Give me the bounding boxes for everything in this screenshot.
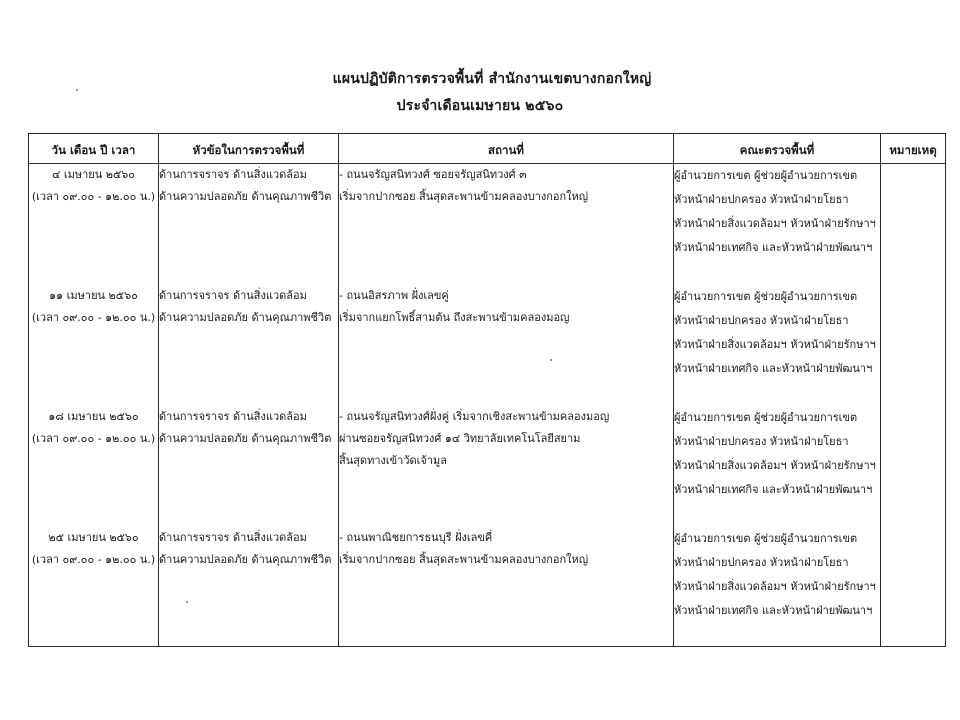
inspection-date: ๒๕ เมษายน ๒๕๖๐ bbox=[48, 530, 139, 544]
place-line: เริ่มจากปากซอย สิ้นสุดสะพานข้ามคลองบางกอกใหญ่ bbox=[339, 552, 589, 566]
topic-line: ด้านความปลอดภัย ด้านคุณภาพชีวิต bbox=[159, 431, 332, 445]
committee-line: หัวหน้าฝ่ายสิ่งแวดล้อมฯ หัวหน้าฝ่ายรักษาฯ bbox=[674, 337, 876, 351]
committee-line: หัวหน้าฝ่ายเทศกิจ และหัวหน้าฝ่ายพัฒนาฯ bbox=[674, 241, 873, 254]
place-line: สิ้นสุดทางเข้าวัดเจ้ามูล bbox=[339, 453, 448, 467]
header-remark: หมายเหตุ bbox=[881, 134, 946, 164]
inspection-time: (เวลา ๐๙.๐๐ - ๑๒.๐๐ น.) bbox=[31, 431, 156, 445]
inspection-date: ๑๘ เมษายน ๒๕๖๐ bbox=[48, 409, 139, 423]
inspection-plan-table bbox=[28, 133, 946, 647]
inspection-date: ๑๑ เมษายน ๒๕๖๐ bbox=[49, 288, 138, 302]
scan-speck bbox=[76, 89, 78, 91]
committee-line: หัวหน้าฝ่ายปกครอง หัวหน้าฝ่ายโยธา bbox=[674, 313, 849, 327]
header-place: สถานที่ bbox=[339, 134, 674, 164]
date-cell bbox=[29, 285, 159, 406]
table-row bbox=[29, 285, 946, 406]
committee-line: หัวหน้าฝ่ายปกครอง หัวหน้าฝ่ายโยธา bbox=[674, 555, 849, 569]
place-cell bbox=[339, 527, 674, 647]
topic-line: ด้านการจราจร ด้านสิ่งแวดล้อม bbox=[159, 409, 307, 423]
place-line: - ถนนจรัญสนิทวงศ์ ซอยจรัญสนิทวงศ์ ๓ bbox=[339, 168, 527, 181]
committee-line: หัวหน้าฝ่ายเทศกิจ และหัวหน้าฝ่ายพัฒนาฯ bbox=[674, 361, 873, 375]
table-row bbox=[29, 527, 946, 647]
header-date: วัน เดือน ปี เวลา bbox=[29, 134, 159, 164]
date-cell bbox=[29, 164, 159, 285]
committee-line: ผู้อำนวยการเขต ผู้ช่วยผู้อำนวยการเขต bbox=[674, 289, 858, 303]
topic-line: ด้านการจราจร ด้านสิ่งแวดล้อม bbox=[159, 288, 307, 302]
place-line: เริ่มจากแยกโพธิ์สามต้น ถึงสะพานข้ามคลองมอญ bbox=[339, 310, 570, 324]
date-cell bbox=[29, 527, 159, 647]
remark-cell bbox=[881, 527, 946, 647]
place-cell bbox=[339, 406, 674, 527]
table-row bbox=[29, 406, 946, 527]
inspection-time: (เวลา ๐๙.๐๐ - ๑๒.๐๐ น.) bbox=[31, 310, 156, 324]
committee-line: ผู้อำนวยการเขต ผู้ช่วยผู้อำนวยการเขต bbox=[674, 410, 858, 424]
committee-line: หัวหน้าฝ่ายสิ่งแวดล้อมฯ หัวหน้าฝ่ายรักษาฯ bbox=[674, 458, 876, 472]
place-line: - ถนนอิสรภาพ ฝั่งเลขคู่ bbox=[339, 288, 449, 302]
date-cell bbox=[29, 406, 159, 527]
topic-line: ด้านความปลอดภัย ด้านคุณภาพชีวิต bbox=[159, 190, 332, 203]
header-topics: หัวข้อในการตรวจพื้นที่ bbox=[159, 134, 339, 164]
topics-cell bbox=[159, 406, 339, 527]
topic-line: ด้านการจราจร ด้านสิ่งแวดล้อม bbox=[159, 530, 307, 544]
committee-line: หัวหน้าฝ่ายปกครอง หัวหน้าฝ่ายโยธา bbox=[674, 193, 849, 206]
place-line: - ถนนพาณิชยการธนบุรี ฝั่งเลขคี่ bbox=[339, 530, 493, 544]
committee-line: ผู้อำนวยการเขต ผู้ช่วยผู้อำนวยการเขต bbox=[674, 169, 858, 182]
remark-cell bbox=[881, 285, 946, 406]
place-line: - ถนนจรัญสนิทวงศ์ฝั่งคู่ เริ่มจากเชิงสะพานข้ามคลองมอญ bbox=[339, 409, 610, 423]
place-line: เริ่มจากปากซอย สิ้นสุดสะพานข้ามคลองบางกอกใหญ่ bbox=[339, 190, 589, 203]
remark-cell bbox=[881, 164, 946, 285]
committee-cell bbox=[674, 285, 881, 406]
topics-cell bbox=[159, 527, 339, 647]
committee-line: หัวหน้าฝ่ายเทศกิจ และหัวหน้าฝ่ายพัฒนาฯ bbox=[674, 482, 873, 496]
topics-cell bbox=[159, 164, 339, 285]
committee-line: หัวหน้าฝ่ายสิ่งแวดล้อมฯ หัวหน้าฝ่ายรักษาฯ bbox=[674, 217, 876, 230]
scan-speck bbox=[186, 601, 188, 603]
place-cell bbox=[339, 285, 674, 406]
table-row bbox=[29, 164, 946, 285]
topic-line: ด้านความปลอดภัย ด้านคุณภาพชีวิต bbox=[159, 310, 332, 324]
place-line: ผ่านซอยจรัญสนิทวงศ์ ๑๔ วิทยาลัยเทคโนโลยีสยาม bbox=[339, 431, 581, 445]
inspection-date: ๔ เมษายน ๒๕๖๐ bbox=[52, 168, 135, 181]
table-header-row bbox=[29, 134, 946, 164]
topics-cell bbox=[159, 285, 339, 406]
inspection-time: (เวลา ๐๙.๐๐ - ๑๒.๐๐ น.) bbox=[31, 552, 156, 566]
header-committee: คณะตรวจพื้นที่ bbox=[674, 134, 881, 164]
place-cell bbox=[339, 164, 674, 285]
committee-line: หัวหน้าฝ่ายปกครอง หัวหน้าฝ่ายโยธา bbox=[674, 434, 849, 448]
committee-line: หัวหน้าฝ่ายเทศกิจ และหัวหน้าฝ่ายพัฒนาฯ bbox=[674, 603, 873, 617]
committee-cell bbox=[674, 406, 881, 527]
committee-line: หัวหน้าฝ่ายสิ่งแวดล้อมฯ หัวหน้าฝ่ายรักษาฯ bbox=[674, 579, 876, 593]
topic-line: ด้านการจราจร ด้านสิ่งแวดล้อม bbox=[159, 168, 307, 181]
committee-cell bbox=[674, 527, 881, 647]
document-subtitle: ประจำเดือนเมษายน ๒๕๖๐ bbox=[396, 98, 564, 114]
inspection-time: (เวลา ๐๙.๐๐ - ๑๒.๐๐ น.) bbox=[31, 190, 156, 203]
topic-line: ด้านความปลอดภัย ด้านคุณภาพชีวิต bbox=[159, 552, 332, 566]
committee-line: ผู้อำนวยการเขต ผู้ช่วยผู้อำนวยการเขต bbox=[674, 531, 858, 545]
scan-speck bbox=[550, 359, 552, 361]
committee-cell bbox=[674, 164, 881, 285]
document-title: แผนปฏิบัติการตรวจพื้นที่ สำนักงานเขตบางกอกใหญ่ bbox=[332, 71, 652, 87]
remark-cell bbox=[881, 406, 946, 527]
